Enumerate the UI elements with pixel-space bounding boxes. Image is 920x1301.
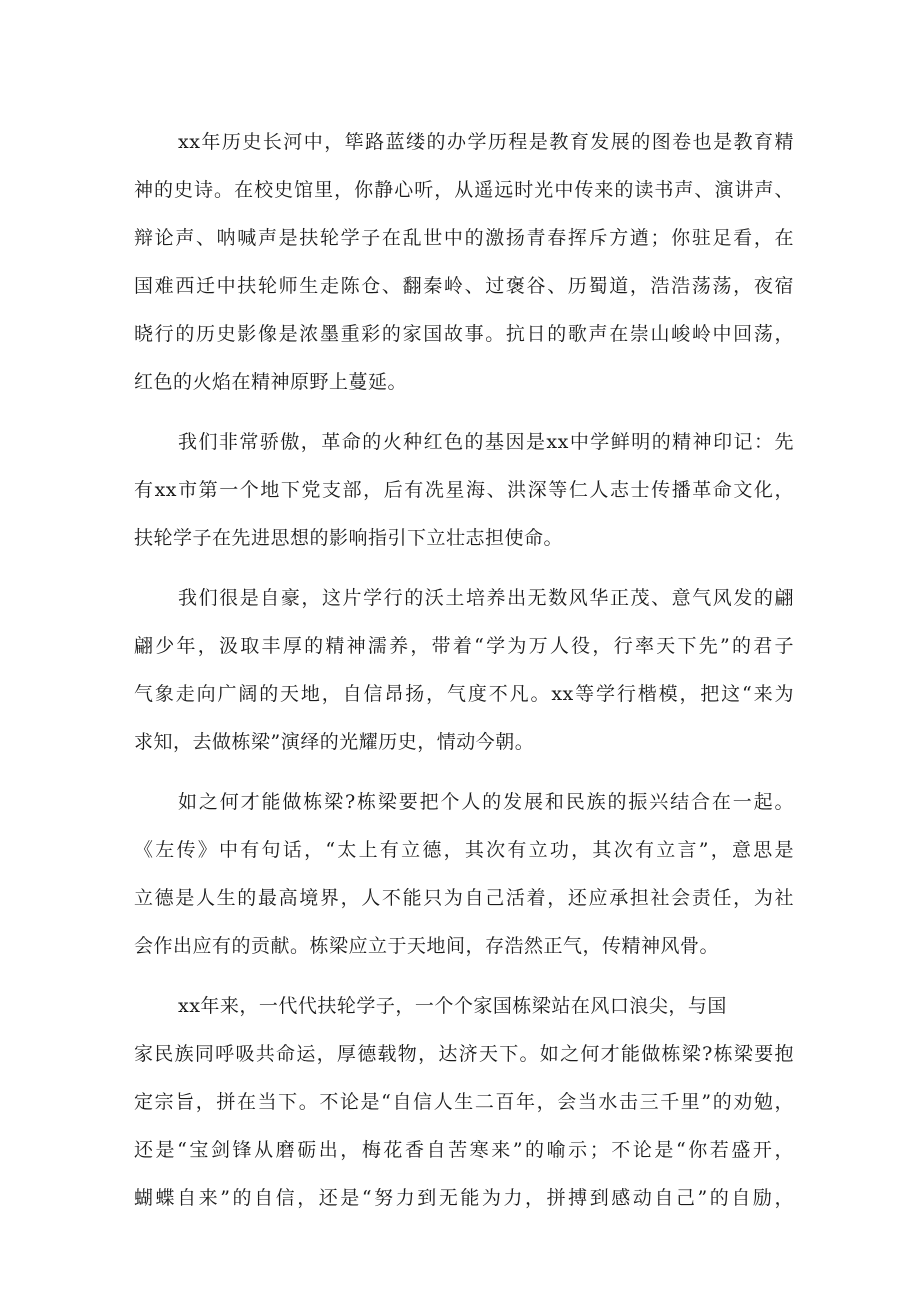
paragraph-3 xyxy=(134,574,794,766)
text-line: 还是“宝剑锋从磨砺出，梅花香自苦寒来”的喻示；不论是“你若盛开， xyxy=(134,1139,794,1161)
document-body xyxy=(134,118,794,1234)
text-line: 蝴蝶自来”的自信，还是“努力到无能为力，拼搏到感动自己”的自励， xyxy=(134,1187,794,1209)
paragraph-2 xyxy=(134,418,794,562)
text-line: 如之何才能做栋梁?栋梁要把个人的发展和民族的振兴结合在一起。 xyxy=(178,791,794,813)
text-line: 立德是人生的最高境界，人不能只为自己活着，还应承担社会责任，为社 xyxy=(134,887,794,909)
text-line: 气象走向广阔的天地，自信昂扬，气度不凡。xx等学行楷模，把这“来为 xyxy=(134,683,794,705)
text-line: 翩少年，汲取丰厚的精神濡养，带着“学为万人役，行率天下先”的君子 xyxy=(134,635,794,657)
text-line: 会作出应有的贡献。栋梁应立于天地间，存浩然正气，传精神风骨。 xyxy=(134,935,720,957)
text-line: 我们很是自豪，这片学行的沃土培养出无数风华正茂、意气风发的翩 xyxy=(178,587,794,609)
text-line: 晓行的历史影像是浓墨重彩的家国故事。抗日的歌声在崇山峻岭中回荡， xyxy=(134,323,794,345)
paragraph-1 xyxy=(134,118,794,406)
text-line: 国难西迁中扶轮师生走陈仓、翻秦岭、过褒谷、历蜀道，浩浩荡荡，夜宿 xyxy=(134,275,794,297)
text-line: 我们非常骄傲，革命的火种红色的基因是xx中学鲜明的精神印记：先 xyxy=(178,431,794,453)
text-line: 神的史诗。在校史馆里，你静心听，从遥远时光中传来的读书声、演讲声、 xyxy=(134,179,794,201)
paragraph-5 xyxy=(134,982,794,1222)
text-line: 辩论声、呐喊声是扶轮学子在乱世中的激扬青春挥斥方遒；你驻足看，在 xyxy=(134,227,794,249)
text-line: 家民族同呼吸共命运，厚德载物，达济天下。如之何才能做栋梁?栋梁要抱 xyxy=(134,1043,794,1065)
text-line: xx年历史长河中，筚路蓝缕的办学历程是教育发展的图卷也是教育精 xyxy=(178,131,794,153)
text-line: 定宗旨，拼在当下。不论是“自信人生二百年，会当水击三千里”的劝勉， xyxy=(134,1091,794,1113)
text-line: 有xx市第一个地下党支部，后有冼星海、洪深等仁人志士传播革命文化， xyxy=(134,479,794,501)
text-line: xx年来，一代代扶轮学子，一个个家国栋梁站在风口浪尖，与国 xyxy=(178,995,727,1017)
text-line: 扶轮学子在先进思想的影响指引下立壮志担使命。 xyxy=(134,527,564,549)
text-line: 红色的火焰在精神原野上蔓延。 xyxy=(134,371,408,393)
paragraph-4 xyxy=(134,778,794,970)
text-line: 《左传》中有句话，“太上有立德，其次有立功，其次有立言”，意思是 xyxy=(134,839,794,861)
text-line: 求知，去做栋梁”演绎的光耀历史，情动今朝。 xyxy=(134,731,535,753)
